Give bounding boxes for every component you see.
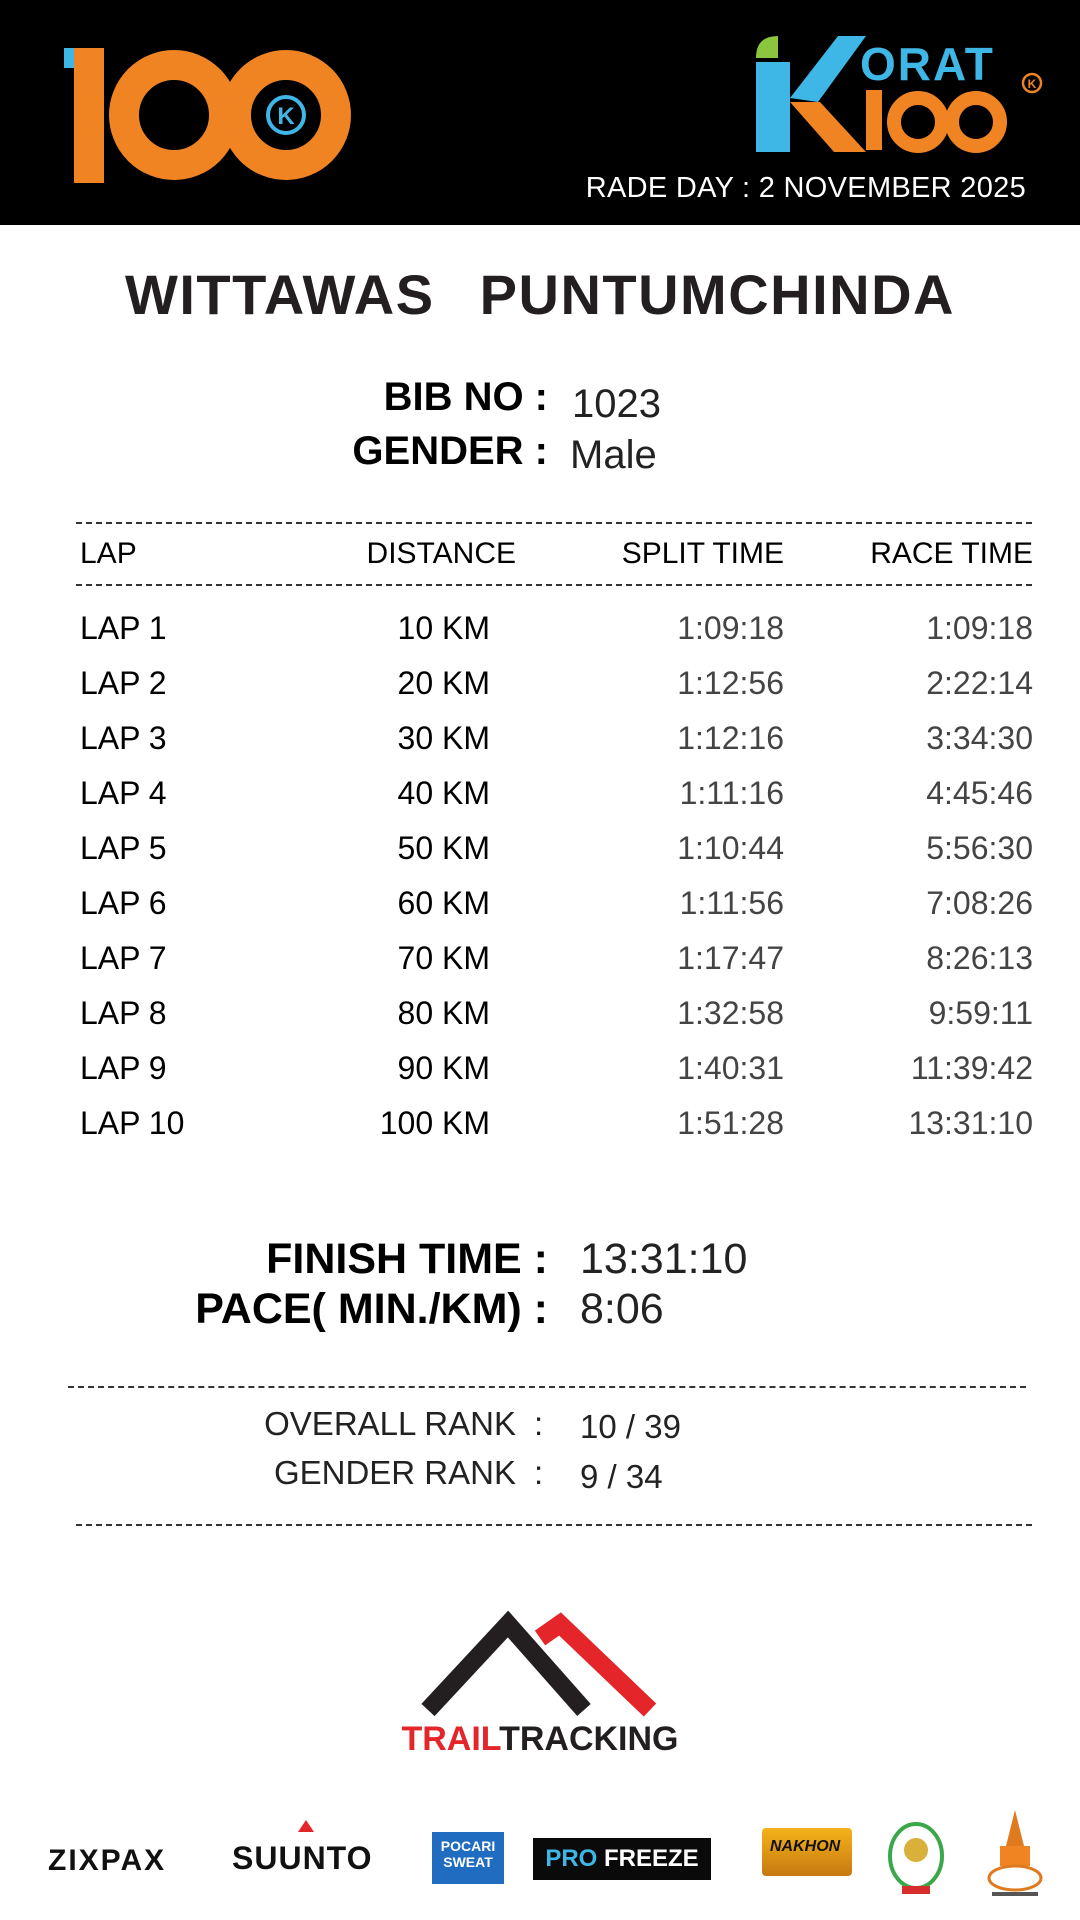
distance-cell: 50 KM: [397, 830, 490, 866]
sponsor-suunto: SUUNTO: [232, 1840, 373, 1876]
distance-cell: 100 KM: [379, 1105, 490, 1141]
suunto-triangle-icon: [298, 1820, 314, 1832]
race-day-text: RADE DAY : 2 NOVEMBER 2025: [585, 172, 1026, 204]
race-time-cell: 11:39:42: [910, 1050, 1033, 1086]
svg-text:TRAILTRACKING: [401, 1720, 678, 1758]
race-time-cell: 13:31:10: [908, 1105, 1033, 1141]
divider-rank-top: [68, 1386, 1026, 1388]
distance-cell: 60 KM: [397, 885, 490, 921]
korat-100-logo-left: [64, 40, 374, 190]
pace-value: 8:06: [580, 1285, 664, 1333]
brand-word: ORAT: [860, 38, 995, 90]
finish-time-label: FINISH TIME :: [266, 1235, 548, 1283]
gender-rank-label: GENDER RANK: [273, 1454, 516, 1491]
runner-info: [0, 375, 1080, 485]
split-time-cell: 1:40:31: [677, 1050, 784, 1086]
lap-cell: LAP 7: [80, 940, 167, 976]
lap-cell: LAP 2: [80, 665, 167, 701]
divider-rank-bottom: [76, 1524, 1032, 1526]
lap-cell: LAP 9: [80, 1050, 167, 1086]
bib-label: BIB NO :: [383, 375, 548, 419]
result-summary: [0, 1235, 1080, 1335]
distance-cell: 80 KM: [397, 995, 490, 1031]
overall-rank-label: OVERALL RANK: [264, 1405, 516, 1442]
runner-name: [0, 262, 1080, 327]
split-time-cell: 1:09:18: [677, 610, 784, 646]
distance-cell: 90 KM: [397, 1050, 490, 1086]
split-time-cell: 1:12:56: [677, 665, 784, 701]
pocari-line1: POCARI: [440, 1838, 496, 1854]
header-race-time: RACE TIME: [870, 537, 1033, 570]
table-row: [0, 995, 1080, 1050]
race-time-cell: 7:08:26: [926, 885, 1033, 921]
bib-value: 1023: [572, 382, 661, 426]
lap-cell: LAP 1: [80, 610, 167, 646]
gender-rank-separator: :: [534, 1454, 544, 1491]
distance-cell: 20 KM: [397, 665, 490, 701]
runner-last-name: PUNTUMCHINDA: [479, 263, 955, 326]
split-time-cell: 1:11:56: [679, 885, 784, 921]
table-row: [0, 830, 1080, 885]
lap-cell: LAP 5: [80, 830, 167, 866]
lap-cell: LAP 4: [80, 775, 167, 811]
race-time-cell: 1:09:18: [926, 610, 1033, 646]
split-time-cell: 1:51:28: [677, 1105, 784, 1141]
lap-cell: LAP 10: [80, 1105, 185, 1141]
table-row: [0, 940, 1080, 995]
table-row: [0, 775, 1080, 830]
logo-left-mark: K: [277, 103, 295, 130]
korat-100-logo-right: [748, 28, 1048, 158]
split-time-cell: 1:17:47: [677, 940, 784, 976]
registered-mark: K: [1027, 77, 1037, 91]
profreeze-pro: PRO: [545, 1845, 598, 1872]
race-time-cell: 9:59:11: [928, 995, 1033, 1031]
pace-label: PACE( MIN./KM) :: [195, 1285, 548, 1333]
race-time-cell: 8:26:13: [926, 940, 1033, 976]
lap-cell: LAP 8: [80, 995, 167, 1031]
header-split-time: SPLIT TIME: [621, 537, 784, 570]
sponsor-bar: [0, 1800, 1080, 1910]
lap-cell: LAP 3: [80, 720, 167, 756]
finish-time-value: 13:31:10: [580, 1235, 748, 1283]
trailtracking-trail: TRAIL: [401, 1720, 500, 1758]
distance-cell: 70 KM: [397, 940, 490, 976]
table-row: [0, 720, 1080, 775]
divider-header: [76, 584, 1032, 586]
race-time-cell: 2:22:14: [926, 665, 1033, 701]
sponsor-zixpax: ZIXPAX: [48, 1844, 167, 1877]
table-row: [0, 1105, 1080, 1160]
gender-label: GENDER :: [352, 429, 548, 473]
race-time-cell: 5:56:30: [926, 830, 1033, 866]
distance-cell: 30 KM: [397, 720, 490, 756]
split-time-cell: 1:12:16: [677, 720, 784, 756]
distance-cell: 10 KM: [397, 610, 490, 646]
header-distance: DISTANCE: [366, 537, 516, 570]
header-banner: [0, 0, 1080, 225]
split-time-cell: 1:32:58: [677, 995, 784, 1031]
trailtracking-tracking: TRACKING: [499, 1720, 679, 1758]
province-emblem-icon: [884, 1810, 948, 1900]
race-time-cell: 4:45:46: [926, 775, 1033, 811]
table-row: [0, 665, 1080, 720]
header-lap: LAP: [80, 537, 137, 570]
overall-rank-separator: :: [534, 1405, 544, 1442]
university-emblem-icon: [984, 1806, 1046, 1902]
distance-cell: 40 KM: [397, 775, 490, 811]
split-time-cell: 1:11:16: [679, 775, 784, 811]
table-row: [0, 885, 1080, 940]
overall-rank-value: 10 / 39: [580, 1408, 681, 1445]
table-row: [0, 610, 1080, 665]
split-time-cell: 1:10:44: [677, 830, 784, 866]
gender-rank-value: 9 / 34: [580, 1458, 663, 1495]
race-time-cell: 3:34:30: [926, 720, 1033, 756]
profreeze-freeze: FREEZE: [604, 1845, 699, 1872]
divider-top: [76, 522, 1032, 524]
nakhon-label: NAKHON: [770, 1838, 841, 1855]
runner-first-name: WITTAWAS: [125, 263, 435, 326]
trailtracking-logo: [0, 1600, 1080, 1760]
lap-table: [0, 610, 1080, 1160]
sponsor-pocari-sweat: [432, 1832, 504, 1884]
gender-value: Male: [570, 433, 657, 477]
table-row: [0, 1050, 1080, 1105]
pocari-line2: SWEAT: [443, 1854, 493, 1870]
lap-cell: LAP 6: [80, 885, 167, 921]
sponsor-profreeze: [533, 1838, 711, 1880]
